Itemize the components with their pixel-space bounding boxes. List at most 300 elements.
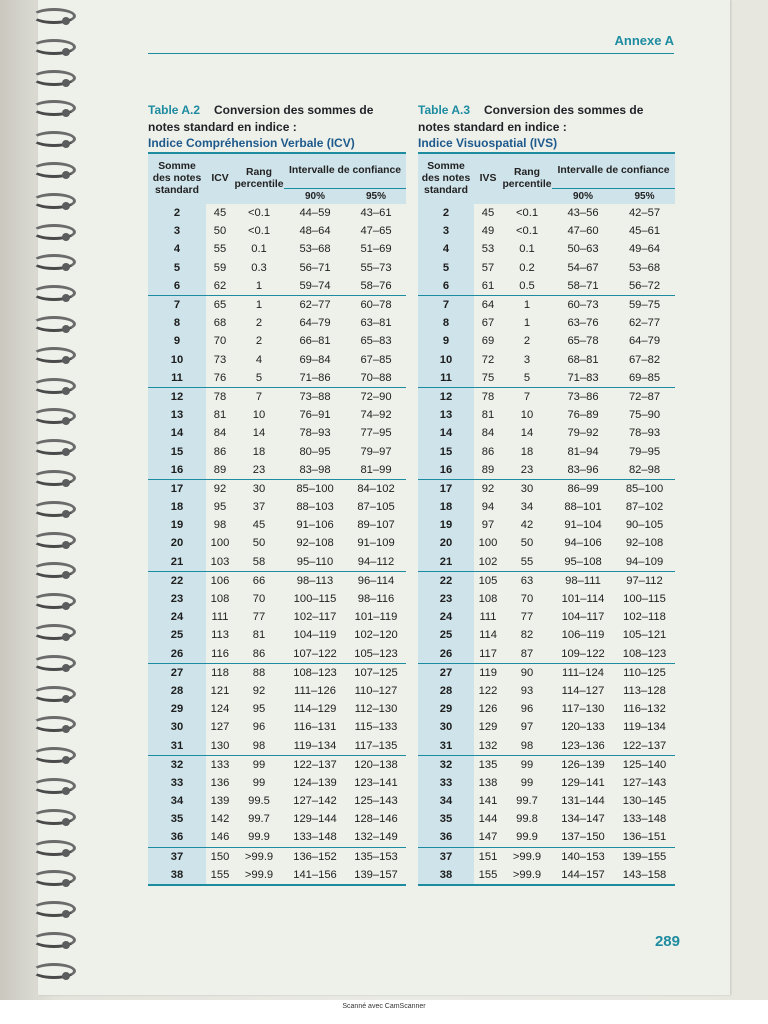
table-row — [418, 406, 675, 424]
table-row — [418, 810, 675, 828]
table-row — [148, 755, 406, 774]
cell-index: 45 — [481, 207, 495, 220]
table-row — [418, 755, 675, 774]
cell-rank: 7 — [502, 387, 552, 406]
table-row — [148, 718, 406, 736]
table-a3-grid — [418, 152, 675, 886]
header-index: ICV — [206, 153, 234, 204]
cell-rank: >99.9 — [244, 868, 274, 881]
cell-ci95: 128–146 — [354, 813, 398, 826]
cell-index: 141 — [478, 795, 498, 808]
cell-ci90: 68–81 — [567, 353, 599, 366]
cell-ci95: 96–114 — [346, 571, 406, 590]
binding-hole — [62, 510, 70, 518]
header-rank: Rang percentile — [502, 153, 552, 204]
cell-ci95: 94–112 — [357, 555, 395, 568]
cell-ci95: 125–143 — [354, 795, 398, 808]
cell-ci90: 122–137 — [284, 755, 346, 774]
table-row — [148, 479, 406, 498]
cell-ci90: 66–81 — [299, 335, 331, 348]
cell-rank: 99.7 — [516, 795, 538, 808]
cell-ci95: 135–153 — [346, 847, 406, 866]
cell-ci90: 88–101 — [564, 501, 602, 514]
table-row — [418, 204, 675, 222]
cell-ci90: 50–63 — [567, 243, 599, 256]
cell-sum: 18 — [418, 498, 474, 516]
cell-rank: 96 — [520, 703, 534, 716]
binding-hole — [62, 325, 70, 333]
cell-ci95: 105–123 — [354, 647, 398, 660]
table-row — [148, 590, 406, 608]
cell-sum: 13 — [418, 406, 474, 424]
cell-ci95: 132–149 — [354, 831, 398, 844]
cell-ci95: 69–85 — [628, 371, 661, 384]
cell-index: 124 — [210, 703, 230, 716]
cell-sum: 3 — [148, 222, 206, 240]
cell-rank: 1 — [255, 279, 263, 292]
binding-hole — [62, 356, 70, 364]
cell-rank: 99 — [234, 755, 284, 774]
cell-sum: 33 — [418, 774, 474, 792]
cell-ci95: 116–132 — [623, 703, 666, 716]
cell-ci95: 81–99 — [360, 463, 392, 476]
cell-ci90: 127–142 — [293, 795, 337, 808]
table-row — [148, 222, 406, 240]
cell-sum: 6 — [148, 277, 206, 296]
cell-ci90: 100–115 — [293, 593, 337, 606]
table-a3-number: Table A.3 — [418, 103, 471, 117]
cell-ci95: 79–95 — [628, 445, 661, 458]
cell-ci90: 141–156 — [293, 868, 337, 881]
cell-index: 55 — [213, 243, 227, 256]
header-ci95: 95% — [346, 189, 406, 205]
table-row — [148, 332, 406, 350]
cell-ci95: 74–92 — [360, 409, 392, 422]
cell-index: 57 — [481, 261, 495, 274]
cell-ci95: 97–112 — [614, 571, 675, 590]
cell-sum: 29 — [148, 700, 206, 718]
cell-ci90: 134–147 — [561, 813, 605, 826]
table-row — [418, 516, 675, 534]
cell-rank: 82 — [520, 629, 534, 642]
cell-ci90: 86–99 — [552, 479, 614, 498]
cell-index: 151 — [474, 847, 502, 866]
cell-sum: 31 — [418, 736, 474, 755]
cell-rank: >99.9 — [502, 847, 552, 866]
cell-sum: 25 — [418, 626, 474, 644]
cell-ci90: 124–139 — [293, 776, 337, 789]
table-row — [148, 645, 406, 664]
table-row — [418, 498, 675, 516]
cell-index: 81 — [213, 409, 227, 422]
cell-ci95: 65–83 — [360, 335, 392, 348]
cell-rank: 45 — [252, 519, 266, 532]
cell-ci90: 80–95 — [299, 445, 331, 458]
cell-ci90: 95–110 — [296, 555, 334, 568]
cell-rank: 4 — [255, 353, 263, 366]
cell-sum: 33 — [148, 774, 206, 792]
cell-rank: 0.1 — [519, 243, 535, 256]
table-row — [148, 424, 406, 442]
binding-hole — [62, 17, 70, 25]
cell-ci95: 75–90 — [628, 409, 661, 422]
binding-hole — [62, 233, 70, 241]
cell-index: 113 — [211, 629, 229, 642]
cell-sum: 34 — [148, 792, 206, 810]
cell-sum: 11 — [418, 369, 474, 388]
cell-ci95: 100–115 — [623, 593, 666, 606]
cell-rank: 1 — [502, 295, 552, 314]
cell-ci95: 110–127 — [354, 684, 398, 697]
cell-sum: 4 — [418, 240, 474, 258]
cell-index: 92 — [474, 479, 502, 498]
cell-sum: 37 — [148, 847, 206, 866]
cell-index: 94 — [481, 501, 495, 514]
table-row — [148, 498, 406, 516]
cell-index: 135 — [474, 755, 502, 774]
cell-sum: 27 — [148, 663, 206, 682]
table-row — [418, 663, 675, 682]
cell-ci90: 137–150 — [561, 831, 605, 844]
cell-rank: 63 — [502, 571, 552, 590]
cell-rank: 66 — [234, 571, 284, 590]
cell-ci90: 109–122 — [561, 647, 605, 660]
table-row — [418, 682, 675, 700]
cell-index: 121 — [210, 684, 230, 697]
binding-hole — [62, 387, 70, 395]
cell-rank: <0.1 — [247, 225, 271, 238]
header-sum: Somme des notes standard — [418, 153, 474, 204]
table-row — [418, 259, 675, 277]
cell-ci90: 59–74 — [299, 279, 331, 292]
table-a2 — [148, 102, 406, 886]
cell-ci95: 43–61 — [360, 207, 392, 220]
cell-index: 106 — [206, 571, 234, 590]
cell-sum: 6 — [418, 277, 474, 296]
cell-ci95: 113–128 — [623, 684, 666, 697]
header-rank: Rang percentile — [234, 153, 284, 204]
table-row — [418, 608, 675, 626]
table-row — [148, 553, 406, 572]
cell-ci90: 98–111 — [552, 571, 614, 590]
cell-sum: 20 — [418, 534, 474, 552]
cell-index: 68 — [213, 317, 227, 330]
cell-index: 136 — [210, 776, 230, 789]
table-row — [418, 479, 675, 498]
cell-index: 84 — [481, 427, 495, 440]
cell-sum: 22 — [418, 571, 474, 590]
table-row — [418, 387, 675, 406]
table-row — [148, 534, 406, 552]
table-row — [148, 828, 406, 847]
binding-hole — [62, 787, 70, 795]
cell-rank: 58 — [252, 555, 266, 568]
cell-index: 78 — [206, 387, 234, 406]
cell-index: 144 — [478, 813, 498, 826]
cell-index: 50 — [213, 225, 227, 238]
table-row — [148, 774, 406, 792]
table-a2-body — [148, 204, 406, 885]
running-head: Annexe A — [614, 33, 674, 48]
cell-rank: 2 — [255, 317, 263, 330]
cell-rank: 70 — [520, 593, 534, 606]
cell-rank: 90 — [502, 663, 552, 682]
binding-hole — [62, 79, 70, 87]
cell-sum: 31 — [148, 736, 206, 755]
table-row — [148, 736, 406, 755]
table-row — [418, 866, 675, 885]
table-row — [148, 571, 406, 590]
cell-sum: 10 — [418, 351, 474, 369]
cell-ci90: 91–106 — [296, 519, 334, 532]
cell-index: 67 — [481, 317, 495, 330]
cell-ci95: 56–72 — [628, 279, 661, 292]
cell-ci95: 123–141 — [354, 776, 398, 789]
table-row — [148, 406, 406, 424]
cell-ci90: 79–92 — [567, 427, 599, 440]
cell-rank: 99.5 — [248, 795, 270, 808]
cell-ci95: 105–121 — [622, 629, 667, 642]
cell-rank: <0.1 — [515, 207, 539, 220]
cell-ci90: 62–77 — [284, 295, 346, 314]
binding-hole — [62, 263, 70, 271]
cell-ci95: 45–61 — [628, 225, 661, 238]
cell-ci90: 43–56 — [567, 207, 599, 220]
cell-rank: 30 — [502, 479, 552, 498]
cell-ci90: 106–119 — [561, 629, 605, 642]
cell-index: 81 — [481, 409, 495, 422]
binding-hole — [62, 756, 70, 764]
binding-hole — [62, 140, 70, 148]
cell-ci90: 78–93 — [299, 427, 331, 440]
cell-index: 59 — [213, 261, 227, 274]
cell-rank: 10 — [520, 409, 534, 422]
cell-ci90: 54–67 — [567, 261, 599, 274]
table-row — [148, 516, 406, 534]
cell-ci95: 130–145 — [622, 795, 667, 808]
cell-ci90: 65–78 — [567, 335, 599, 348]
cell-index: 53 — [481, 243, 495, 256]
table-a3 — [418, 102, 675, 886]
cell-ci90: 73–88 — [284, 387, 346, 406]
cell-rank: 81 — [252, 629, 266, 642]
table-a2-number: Table A.2 — [148, 103, 201, 117]
cell-ci90: 111–124 — [552, 663, 614, 682]
table-row — [418, 645, 675, 664]
cell-ci90: 73–86 — [552, 387, 614, 406]
table-a3-caption-line3: Indice Visuospatial (IVS) — [418, 136, 558, 150]
cell-ci95: 62–77 — [628, 317, 661, 330]
cell-rank: 88 — [234, 663, 284, 682]
cell-ci90: 88–103 — [296, 501, 334, 514]
cell-rank: 3 — [523, 353, 531, 366]
cell-sum: 14 — [418, 424, 474, 442]
cell-index: 118 — [206, 663, 234, 682]
cell-sum: 26 — [418, 645, 474, 664]
cell-rank: 99.9 — [516, 831, 538, 844]
binding-hole — [62, 417, 70, 425]
cell-sum: 18 — [148, 498, 206, 516]
cell-index: 127 — [210, 721, 230, 734]
table-row — [418, 571, 675, 590]
binding-hole — [62, 479, 70, 487]
cell-ci90: 108–123 — [284, 663, 346, 682]
cell-ci95: 90–105 — [625, 519, 664, 532]
table-row — [418, 351, 675, 369]
cell-rank: 2 — [523, 335, 531, 348]
cell-rank: 77 — [520, 611, 534, 624]
cell-ci90: 136–152 — [284, 847, 346, 866]
cell-rank: 99 — [520, 776, 534, 789]
cell-sum: 15 — [418, 442, 474, 460]
cell-ci90: 44–59 — [299, 207, 331, 220]
table-row — [148, 369, 406, 388]
cell-ci95: 119–134 — [623, 721, 666, 734]
cell-index: 119 — [474, 663, 502, 682]
cell-index: 122 — [478, 684, 498, 697]
cell-ci90: 83–98 — [299, 463, 331, 476]
cell-sum: 17 — [148, 479, 206, 498]
cell-rank: 1 — [234, 295, 284, 314]
cell-ci90: 69–84 — [299, 353, 331, 366]
cell-ci95: 112–130 — [354, 703, 398, 716]
cell-rank: 99.8 — [516, 813, 538, 826]
cell-sum: 9 — [148, 332, 206, 350]
cell-sum: 27 — [418, 663, 474, 682]
cell-index: 89 — [481, 463, 495, 476]
cell-ci95: 98–116 — [357, 593, 395, 606]
cell-ci95: 122–137 — [622, 739, 667, 752]
table-a3-caption — [418, 102, 675, 152]
cell-sum: 19 — [418, 516, 474, 534]
binding-hole — [62, 571, 70, 579]
cell-sum: 28 — [418, 682, 474, 700]
table-a2-caption-line2: notes standard en indice : — [148, 119, 297, 134]
cell-index: 133 — [206, 755, 234, 774]
table-a3-body — [418, 204, 675, 885]
table-row — [418, 534, 675, 552]
cell-ci90: 116–131 — [293, 721, 337, 734]
cell-index: 75 — [481, 371, 495, 384]
cell-rank: 14 — [252, 427, 266, 440]
cell-rank: 23 — [520, 463, 534, 476]
cell-ci90: 83–96 — [567, 463, 599, 476]
cell-ci90: 48–64 — [299, 225, 331, 238]
cell-sum: 8 — [148, 314, 206, 332]
cell-rank: 50 — [520, 537, 534, 550]
cell-ci95: 79–97 — [360, 445, 392, 458]
cell-index: 111 — [211, 611, 229, 624]
table-row — [148, 259, 406, 277]
cell-sum: 7 — [418, 295, 474, 314]
cell-sum: 38 — [418, 866, 474, 885]
cell-sum: 16 — [148, 461, 206, 480]
cell-ci90: 56–71 — [299, 261, 331, 274]
cell-ci90: 123–136 — [561, 739, 605, 752]
header-sum: Somme des notes standard — [148, 153, 206, 204]
cell-rank: 1 — [523, 317, 531, 330]
cell-sum: 22 — [148, 571, 206, 590]
cell-sum: 38 — [148, 866, 206, 885]
table-row — [418, 240, 675, 258]
cell-ci90: 104–117 — [561, 611, 605, 624]
binding-hole — [62, 849, 70, 857]
cell-sum: 23 — [418, 590, 474, 608]
cell-ci90: 102–117 — [293, 611, 337, 624]
cell-index: 147 — [478, 831, 498, 844]
cell-index: 95 — [213, 501, 227, 514]
cell-ci90: 95–108 — [564, 555, 602, 568]
cell-sum: 32 — [418, 755, 474, 774]
table-row — [418, 847, 675, 866]
cell-rank: >99.9 — [234, 847, 284, 866]
cell-ci90: 111–126 — [294, 684, 336, 697]
cell-index: 130 — [210, 739, 230, 752]
cell-ci95: 92–108 — [625, 537, 664, 550]
cell-ci95: 102–120 — [354, 629, 398, 642]
cell-rank: 98 — [520, 739, 534, 752]
cell-rank: 77 — [252, 611, 266, 624]
cell-index: 78 — [474, 387, 502, 406]
cell-ci95: 63–81 — [360, 317, 392, 330]
binding-hole — [62, 541, 70, 549]
cell-ci90: 63–76 — [567, 317, 599, 330]
spiral-binding — [0, 0, 80, 1000]
cell-ci90: 60–73 — [552, 295, 614, 314]
cell-rank: 70 — [252, 593, 266, 606]
table-row — [418, 369, 675, 388]
cell-ci95: 87–102 — [625, 501, 664, 514]
binding-hole — [62, 109, 70, 117]
header-ci95: 95% — [614, 189, 675, 205]
cell-rank: 99.7 — [248, 813, 270, 826]
cell-index: 111 — [479, 611, 497, 624]
cell-sum: 35 — [148, 810, 206, 828]
cell-sum: 20 — [148, 534, 206, 552]
cell-sum: 30 — [148, 718, 206, 736]
table-row — [418, 332, 675, 350]
cell-rank: 14 — [520, 427, 534, 440]
cell-sum: 36 — [148, 828, 206, 847]
table-row — [148, 387, 406, 406]
cell-sum: 23 — [148, 590, 206, 608]
cell-ci90: 71–83 — [567, 371, 599, 384]
cell-ci95: 58–76 — [360, 279, 392, 292]
table-row — [418, 222, 675, 240]
cell-index: 100 — [210, 537, 230, 550]
cell-ci95: 72–87 — [614, 387, 675, 406]
table-a2-caption — [148, 102, 406, 152]
cell-rank: 99 — [502, 755, 552, 774]
table-row — [148, 810, 406, 828]
cell-index: 76 — [213, 371, 227, 384]
cell-index: 62 — [213, 279, 227, 292]
cell-ci90: 47–60 — [567, 225, 599, 238]
scanner-watermark: Scanné avec CamScanner — [342, 1003, 426, 1010]
cell-sum: 17 — [418, 479, 474, 498]
binding-hole — [62, 879, 70, 887]
cell-sum: 12 — [418, 387, 474, 406]
cell-ci95: 91–109 — [357, 537, 395, 550]
table-row — [418, 792, 675, 810]
cell-ci95: 94–109 — [625, 555, 664, 568]
cell-ci95: 72–90 — [346, 387, 406, 406]
cell-index: 150 — [206, 847, 234, 866]
cell-rank: 98 — [252, 739, 266, 752]
cell-ci90: 64–79 — [299, 317, 331, 330]
table-row — [148, 442, 406, 460]
cell-sum: 26 — [148, 645, 206, 664]
